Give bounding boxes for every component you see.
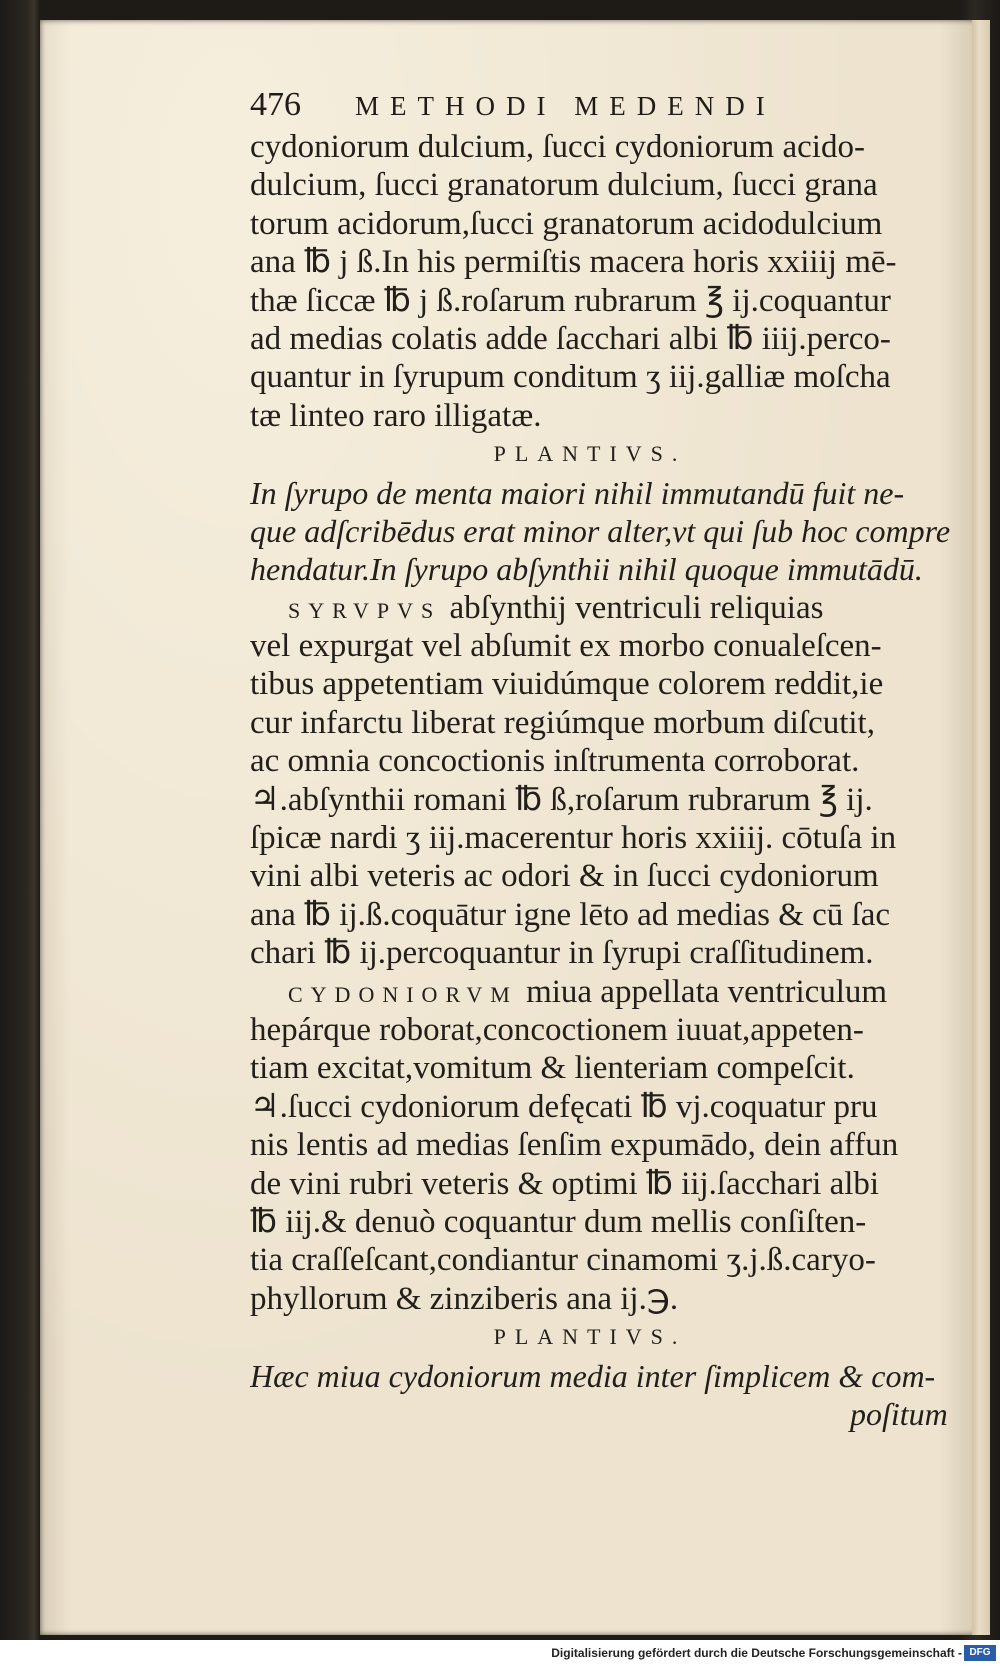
text-line: nis lentis ad medias ſenſim expumādo, dein affun [250,1127,899,1164]
section-lead-word: CYDONIORVM [288,981,518,1007]
text-line: phyllorum & zinziberis ana ij.℈. [250,1280,679,1317]
text-line: cur infarctu liberat regiúmque morbum diſcutit, [250,704,875,741]
text-line [250,589,950,627]
line-text: miua appellata ventriculum [517,973,888,1010]
text-line: ſpicæ nardi ʒ iij.macerentur horis xxiiij. cōtuſa in [250,820,897,857]
text-line: thæ ſiccæ ℔ j ß.roſarum rubrarum ℥ ij.coquantur [250,282,891,319]
dfg-logo: DFG [964,1645,996,1661]
running-head [250,86,870,126]
text-line: ana ℔ j ß.In his permiſtis macera horis xxiiij mē- [250,244,897,281]
footer-credit: Digitalisierung gefördert durch die Deutsche Forschungsgemeinschaft - [551,1646,962,1660]
text-line: ♃.abſynthii romani ℔ ß,roſarum rubrarum ℥ ij. [250,781,873,818]
text-line: tibus appetentiam viuidúmque colorem reddit,ie [250,666,884,703]
text-line: ana ℔ ij.ß.coquātur igne lēto ad medias & cū ſac [250,896,891,933]
text-line: de vini rubri veteris & optimi ℔ iij.ſacchari albi [250,1165,880,1202]
footer-bar [0,1640,1000,1670]
text-line: ♃.ſucci cydoniorum defęcati ℔ vj.coquatur pru [250,1088,878,1125]
text-line: hepárque roborat,concoctionem iuuat,appeten- [250,1011,864,1048]
text-line: PLANTIVS. [493,1324,687,1350]
page-edge [972,20,990,1635]
text-line: tæ linteo raro illigatæ. [250,397,542,434]
text-line: PLANTIVS. [493,441,687,467]
line-text: abſynthij ventriculi reliquias [441,589,824,626]
text-line: tia craſſeſcant,condiantur cinamomi ʒ.j.ß.caryo- [250,1242,876,1279]
text-line: dulcium, ſucci granatorum dulcium, ſucci grana [250,167,878,204]
text-line: Hæc miua cydoniorum media inter ſimplicem & com- [250,1357,936,1394]
running-title: METHODI MEDENDI [355,91,776,121]
text-line: hendatur.In ſyrupo abſynthii nihil quoque immutādū. [250,551,923,588]
text-line: ℔ iij.& denuò coquantur dum mellis conſiſten- [250,1203,867,1240]
text-line: poſitum [850,1395,948,1432]
body-text [250,128,950,1433]
text-line: In ſyrupo de menta maiori nihil immutandū fuit ne- [250,474,905,511]
text-line: cydoniorum dulcium, ſucci cydoniorum acido- [250,129,865,165]
text-line: que adſcribēdus erat minor alter,vt qui ſub hoc compre [250,512,950,549]
section-lead-word: SYRVPVS [288,597,442,623]
text-line: torum acidorum,ſucci granatorum acidodulcium [250,205,883,242]
text-line: quantur in ſyrupum conditum ʒ iij.galliæ moſcha [250,359,891,396]
page-number: 476 [250,86,301,123]
text-line: ac omnia concoctionis inſtrumenta corroborat. [250,743,860,780]
text-line: chari ℔ ij.percoquantur in ſyrupi craſſitudinem. [250,935,874,972]
text-line: vini albi veteris ac odori & in ſucci cydoniorum [250,858,879,895]
text-line: vel expurgat vel abſumit ex morbo conualeſcen- [250,628,882,665]
text-line [250,973,950,1011]
text-line: tiam excitat,vomitum & lienteriam compeſcit. [250,1050,855,1087]
text-line: ad medias colatis adde ſacchari albi ℔ iiij.perco- [250,320,891,357]
